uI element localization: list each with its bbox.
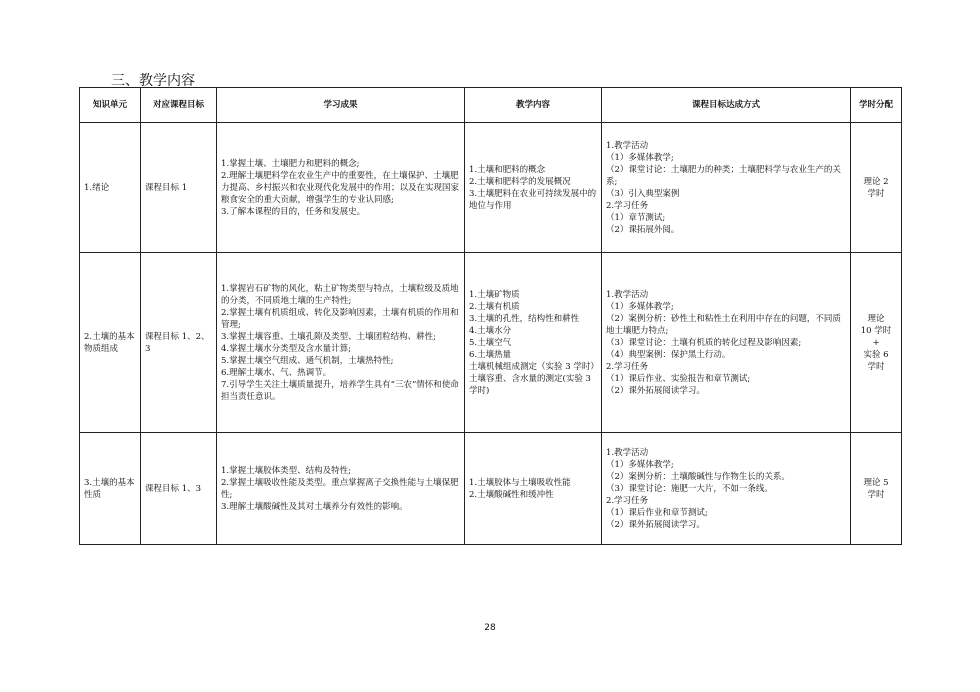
cell-outcome	[217, 123, 465, 253]
content-line: 2.土壤和肥料学的发展概况	[469, 176, 571, 187]
page-number: 28	[484, 623, 496, 633]
hours-line: +	[872, 337, 880, 348]
section-title: 三、教学内容	[111, 73, 195, 89]
content-line: 2.土壤有机质	[469, 301, 520, 312]
header-unit: 知识单元	[80, 88, 141, 123]
outcome-line: 6.理解土壤水、气、热调节。	[221, 367, 332, 378]
hours-line: 理论 2	[863, 176, 889, 187]
method-line: 1.教学活动	[606, 289, 649, 300]
cell-outcome	[217, 433, 465, 545]
content-line: 土壤机械组成测定（实验 3 学时）	[469, 361, 599, 372]
cell-goal: 课程目标 1	[141, 123, 217, 253]
method-line: 2.学习任务	[606, 361, 649, 372]
header-content: 教学内容	[465, 88, 602, 123]
header-hours: 学时分配	[851, 88, 902, 123]
header-goal: 对应课程目标	[141, 88, 217, 123]
header-method: 课程目标达成方式	[602, 88, 851, 123]
outcome-line: 5.掌握土壤空气组成、通气机制，土壤热特性;	[221, 355, 394, 366]
content-line: 2.土壤酸碱性和缓冲性	[469, 489, 554, 500]
method-line: （1）课后作业、实验报告和章节测试;	[606, 373, 751, 384]
table-row	[80, 253, 902, 433]
method-line: （2）案例分析：砂性土和粘性土在利用中存在的问题，不同质地土壤肥力特点;	[606, 313, 841, 336]
cell-unit: 1.绪论	[80, 123, 141, 253]
cell-hours	[851, 253, 902, 433]
method-line: （1）课后作业和章节测试;	[606, 507, 708, 518]
method-line: （2）课拓展外阅。	[606, 224, 680, 235]
method-line: （3）课堂讨论：土壤有机质的转化过程及影响因素;	[606, 337, 802, 348]
outcome-line: 7.引导学生关注土壤质量提升，培养学生具有“三农”情怀和使命担当责任意识。	[221, 379, 459, 402]
cell-method	[602, 123, 851, 253]
method-line: 1.教学活动	[606, 140, 649, 151]
method-line: （4）典型案例：保护黑土行动。	[606, 349, 731, 360]
table-row	[80, 433, 902, 545]
cell-method	[602, 433, 851, 545]
hours-line: 理论 5	[863, 477, 889, 488]
hours-line: 学时	[867, 188, 885, 199]
cell-content	[465, 433, 602, 545]
method-line: 2.学习任务	[606, 495, 649, 506]
method-line: 1.教学活动	[606, 447, 649, 458]
cell-unit: 3.土壤的基本性质	[80, 433, 141, 545]
cell-outcome	[217, 253, 465, 433]
cell-goal: 课程目标 1、2、3	[141, 253, 217, 433]
method-line: （2）课外拓展阅读学习。	[606, 519, 705, 530]
hours-line: 理论	[867, 313, 885, 324]
hours-line: 10 学时	[860, 325, 892, 336]
content-line: 1.土壤胶体与土壤吸收性能	[469, 477, 571, 488]
cell-content	[465, 123, 602, 253]
outcome-line: 4.掌握土壤水分类型及含水量计算;	[221, 343, 351, 354]
cell-goal: 课程目标 1、3	[141, 433, 217, 545]
cell-unit: 2.土壤的基本物质组成	[80, 253, 141, 433]
content-line: 5.土壤空气	[469, 337, 512, 348]
teaching-content-table	[79, 87, 902, 545]
content-line: 1.土壤矿物质	[469, 289, 520, 300]
hours-line: 学时	[867, 489, 885, 500]
outcome-line: 2.掌握土壤有机质组成、转化及影响因素，土壤有机质的作用和管理;	[221, 307, 459, 330]
method-line: （2）课堂讨论：土壤肥力的种类；土壤肥料学与农业生产的关系;	[606, 164, 841, 187]
method-line: （1）章节测试;	[606, 212, 666, 223]
method-line: （1）多媒体教学;	[606, 459, 674, 470]
content-line: 1.土壤和肥料的概念	[469, 164, 546, 175]
outcome-line: 1.掌握岩石矿物的风化，粘土矿物类型与特点，土壤粒级及质地的分类，不同质地土壤的生产特性;	[221, 283, 459, 306]
content-line: 4.土壤水分	[469, 325, 512, 336]
content-line: 3.土壤的孔性，结构性和耕性	[469, 313, 580, 324]
header-outcome: 学习成果	[217, 88, 465, 123]
method-line: 2.学习任务	[606, 200, 649, 211]
cell-method	[602, 253, 851, 433]
method-line: （1）多媒体教学;	[606, 152, 674, 163]
cell-hours	[851, 433, 902, 545]
outcome-line: 1.掌握土壤胶体类型、结构及特性;	[221, 465, 351, 476]
outcome-line: 3.了解本课程的目的，任务和发展史。	[221, 206, 366, 217]
method-line: （2）案例分析：土壤酸碱性与作物生长的关系。	[606, 471, 790, 482]
content-line: 3.土壤肥料在农业可持续发展中的地位与作用	[469, 188, 597, 211]
outcome-line: 2.掌握土壤吸收性能及类型。重点掌握离子交换性能与土壤保肥性;	[221, 477, 459, 500]
outcome-line: 3.理解土壤酸碱性及其对土壤养分有效性的影响。	[221, 501, 408, 512]
table-header-row	[80, 88, 902, 123]
cell-hours	[851, 123, 902, 253]
outcome-line: 2.理解土壤肥料学在农业生产中的重要性，在土壤保护、土壤肥力提高、乡村振兴和农业现代化发展中的作用；以及在实现国家粮食安全的重大贡献，增强学生的专业认同感;	[221, 170, 460, 205]
table-row	[80, 123, 902, 253]
content-line: 6.土壤热量	[469, 349, 512, 360]
cell-content	[465, 253, 602, 433]
method-line: （3）引入典型案例	[606, 188, 680, 199]
hours-line: 实验 6	[863, 349, 889, 360]
method-line: （3）课堂讨论：施肥一大片，不如一条线。	[606, 483, 773, 494]
content-line: 土壤容重、含水量的测定(实验 3 学时)	[469, 373, 594, 396]
method-line: （2）课外拓展阅读学习。	[606, 385, 705, 396]
method-line: （1）多媒体教学;	[606, 301, 674, 312]
outcome-line: 3.掌握土壤容重、土壤孔隙及类型、土壤团粒结构、耕性;	[221, 331, 436, 342]
outcome-line: 1.掌握土壤、土壤肥力和肥料的概念;	[221, 158, 360, 169]
hours-line: 学时	[867, 361, 885, 372]
